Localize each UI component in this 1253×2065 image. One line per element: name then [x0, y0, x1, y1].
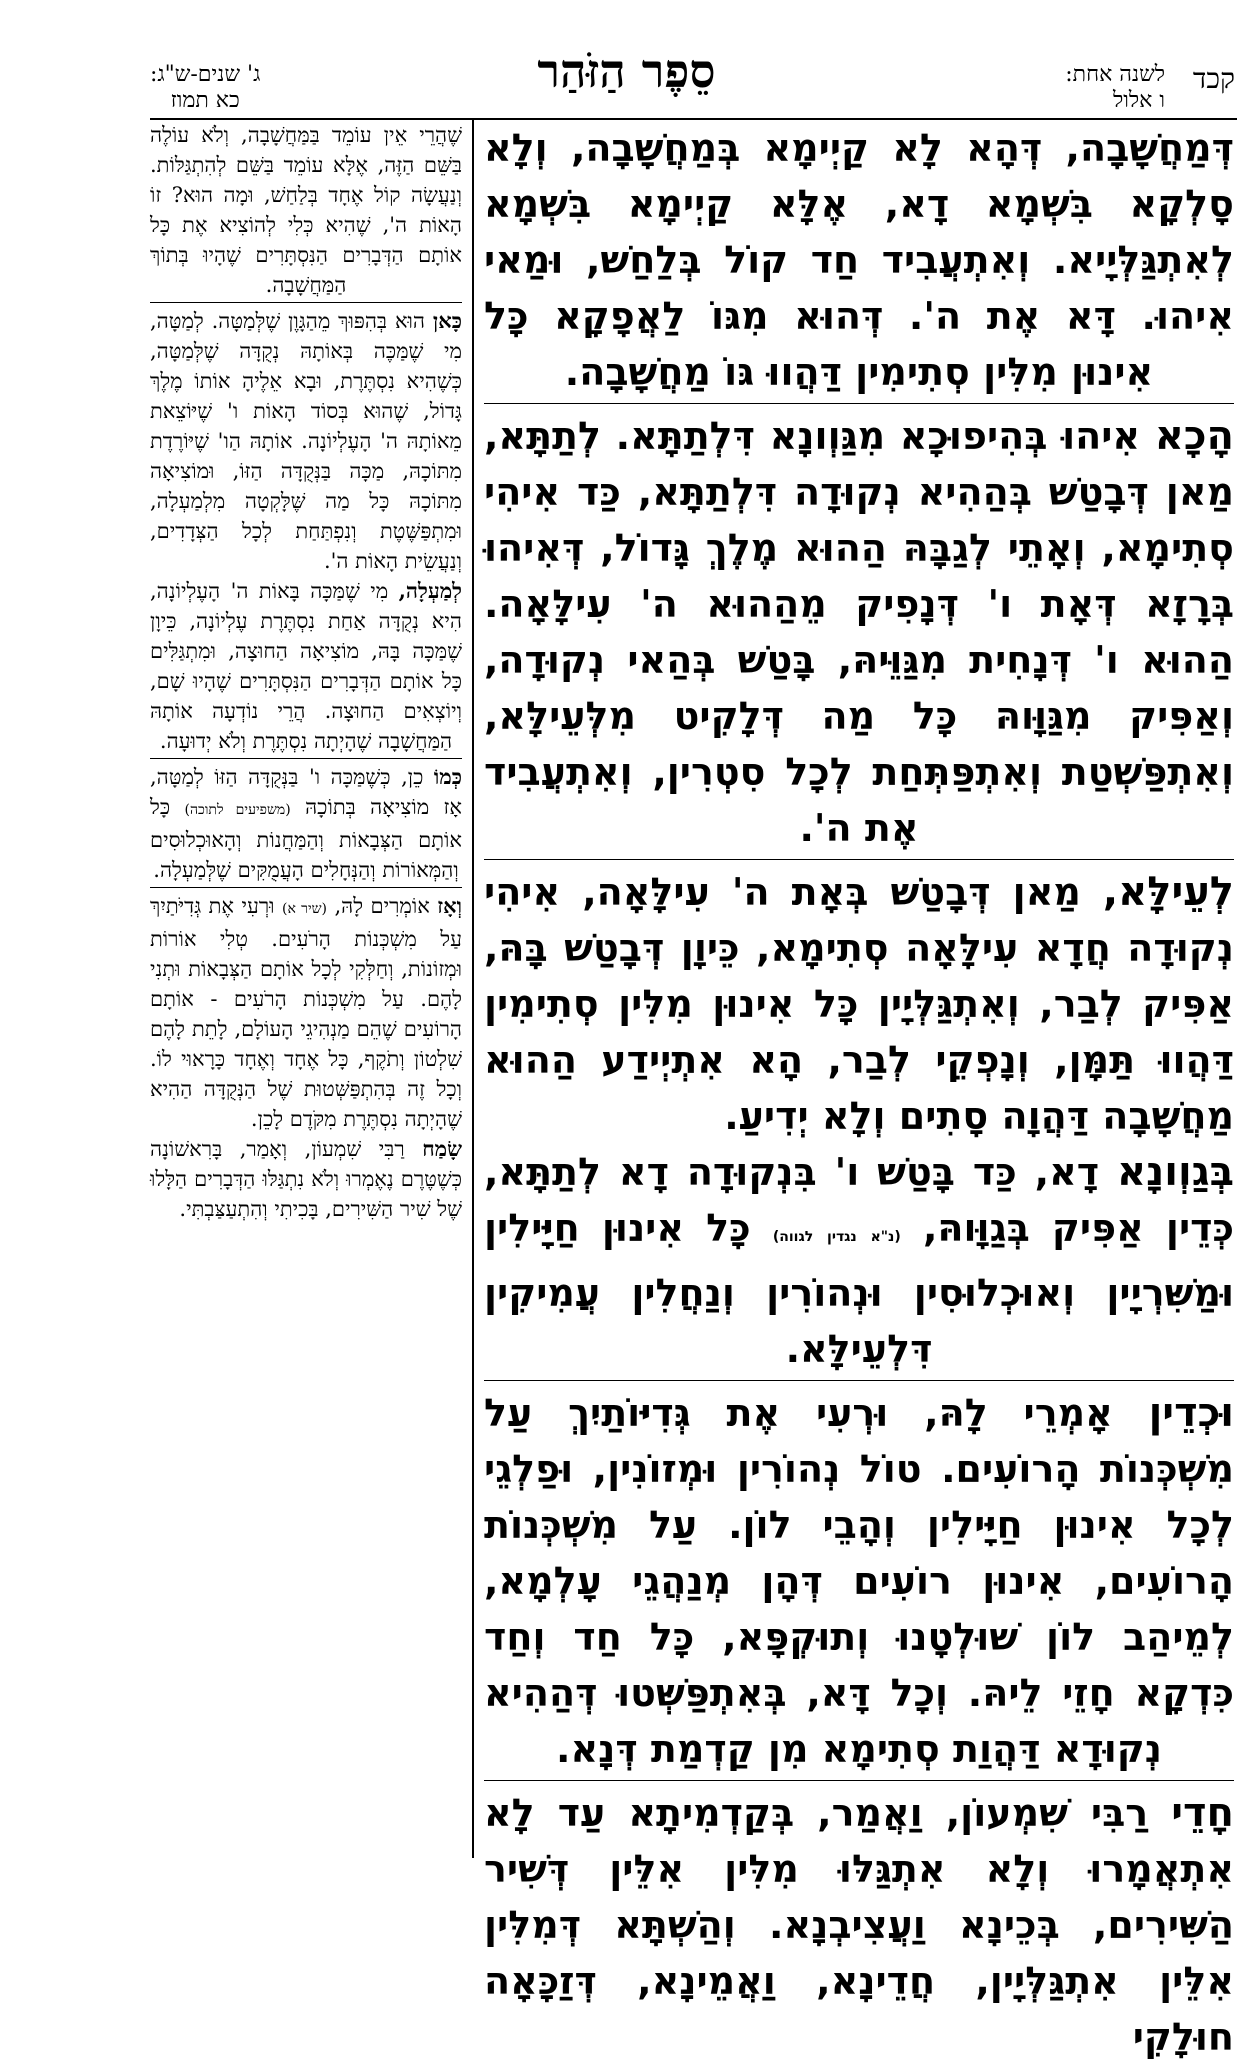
side-paragraph [150, 1134, 462, 1224]
header-reading-schedule-three-year [150, 62, 260, 114]
main-paragraph [484, 1144, 1234, 1377]
side-paragraph [150, 576, 462, 756]
side-paragraph [150, 306, 462, 576]
header-three-year-date: כא תמוז [170, 88, 240, 113]
paragraph-text: אָמְרֵי לָהּ, וּרְעִי אֶת גְּדִיּוֹתַיִךְ עַל מִשְׁכְּנוֹת הָרוֹעִים. טוֹל נְהוֹרִין וּמְזוֹנִין, וּפַלְגֵי לְכָל אִינוּן חַיָּילִין וְהָבֵי לוֹן. עַל מִשְׁכְּנוֹת הָרוֹעִים, אִינוּן רוֹעִים דְּהָן מְנַהֲגֵי עָלְמָא, לְמֵיהַב לוֹן שׁוּלְטָנוּ וְתוּקְפָּא, כָּל חַד וְחַד כִּדְקָא חָזֵי לֵיהּ. וְכָל דָּא, בְּאִתְפַּשְּׁטוּ דְּהַהִיא נְקוּדָא דַּהֲוַת סְתִימָא מִן קַדְמַת דְּנָא. [484, 1391, 1234, 1771]
main-paragraph [484, 120, 1234, 400]
side-paragraph [150, 891, 462, 1134]
paragraph-lead-word: כָּאן [432, 308, 462, 333]
paragraph-lead-word: שָׂמַח [422, 1136, 462, 1161]
paragraph-text: דְּמַחֲשָׁבָה, דְּהָא לָא קַיְימָא בְּמַחֲשָׁבָה, וְלָא סָלְקָא בִּשְׁמָא דָא, אֶלָּא קַיְימָא בִּשְׁמָא לְאִתְגַּלְּיָיא. וְאִתְעֲבִיד חַד קוֹל בְּלַחַשׁ, וּמַאי אִיהוּ. דָּא אֶת ה'. דְּהוּא מִגּוֹ לַאֲפָקָא כָּל אִינוּן מִלִּין סְתִימִין דַּהֲווּ גּוֹ מַחֲשָׁבָה. [484, 126, 1234, 394]
main-paragraph [484, 1385, 1234, 1777]
paragraph-divider [150, 887, 462, 888]
paragraph-lead-word: לְעֵילָּא, [1102, 869, 1234, 915]
paragraph-divider [484, 859, 1234, 860]
page-number: קכד [1192, 62, 1235, 95]
column-divider [472, 118, 474, 1858]
paragraph-text: הוּא בְּהִפּוּךְ מֵהַגָּוֶן שֶׁלְּמַטָּה. לְמַטָּה, מִי שֶׁמַּכֶּה בְּאוֹתָהּ נְקֻדָּה שֶׁלְּמַטָּה, כְּשֶׁהִיא נִסְתֶּרֶת, וּבָא אֵלֶיהָ אוֹתוֹ מֶלֶךְ גָּדוֹל, שֶׁהוּא בְּסוֹד הָאוֹת ו' שֶׁיּוֹצֵאת מֵאוֹתָהּ ה' הָעֶלְיוֹנָה. אוֹתָהּ הַו' שֶׁיּוֹרֶדֶת מִתּוֹכָהּ, מַכָּה בַּנְּקֻדָּה הַזּוֹ, וּמוֹצִיאָה מִתּוֹכָהּ כָּל מַה שֶּׁלָּקְטָה מִלְמַעְלָה, וּמִתְפַּשֶּׁטֶת וְנִפְתַּחַת לְכָל הַצְּדָדִים, וְנַעֲשֵׂית הָאוֹת ה'. [150, 309, 462, 573]
paragraph-divider [150, 302, 462, 303]
paragraph-text: שֶׁהֲרֵי אֵין עוֹמֵד בַּמַּחֲשָׁבָה, וְלֹא עוֹלֶה בַּשֵּׁם הַזֶּה, אֶלָּא עוֹמֵד בַּשֵּׁם לְהִתְגַּלּוֹת. וְנַעֲשָׂה קוֹל אֶחָד בְּלַחַשׁ, וּמָה הוּא? זוֹ הָאוֹת ה', שֶׁהִיא כְּלִי לְהוֹצִיא אֶת כָּל אוֹתָם הַדְּבָרִים הַנִּסְתָּרִים שֶׁהָיוּ בְּתוֹךְ הַמַּחֲשָׁבָה. [150, 123, 462, 297]
paragraph-lead-word: בְּגַוְונָא [1117, 1149, 1234, 1195]
paragraph-text: אִיהוּ בְּהִיפוּכָא מִגַּוְונָא דִּלְתַתָּא. לְתַתָּא, מַאן דְּבָטַשׁ בְּהַהִיא נְקוּדָה דִּלְתַתָּא, כַּד אִיהִי סְתִימָא, וְאָתֵי לְגַבָּהּ הַהוּא מֶלֶךְ גָּדוֹל, דְּאִיהוּ בְּרָזָא דְּאָת ו' דְּנָפִיק מֵהַהוּא ה' עִילָּאָה. הַהוּא ו' דְּנָחִית מִגַּוֵּיהּ, בָּטַשׁ בְּהַאי נְקוּדָה, וְאַפִּיק מִגַּוָּוהּ כָּל מַה דְּלָקִיט מִלְּעֵילָּא, וְאִתְפַּשְׁטַת וְאִתְפַּתְּחַת לְכָל סִטְרִין, וְאִתְעֲבִיד אֶת ה'. [484, 414, 1234, 850]
side-paragraph [150, 120, 462, 300]
paragraph-lead-word: חָדֵי [1171, 1790, 1234, 1836]
paragraph-text: דָא, כַּד בָּטַשׁ ו' בִּנְקוּדָה דָא לְתַתָּא, כְּדֵין אַפִּיק בְּגַוָּוהּ, [484, 1150, 1234, 1250]
main-paragraph [484, 1785, 1234, 2065]
paragraph-text: מַאן דְּבָטַשׁ בְּאָת ה' עִילָּאָה, אִיהִי נְקוּדָה חֲדָא עִילָּאָה סְתִימָא, כֵּיוָן דְּבָטַשׁ בָּהּ, אַפִּיק לְבַר, וְאִתְגַּלְּיָין כָּל אִינוּן מִלִּין סְתִימִין דַּהֲווּ תַּמָּן, וְנָפְקֵי לְבַר, הָא אִתְיְידַע הַהוּא מַחֲשָׁבָה דַּהֲוָה סָתִים וְלָא יְדִיעַ. [484, 870, 1234, 1138]
page-header [0, 0, 1253, 112]
paragraph-text: אוֹמְרִים לָהּ, [327, 894, 438, 918]
paragraph-lead-word: הָכָא [1154, 413, 1234, 459]
paragraph-text: כָּל אוֹתָם הַצְּבָאוֹת וְהַמַּחֲנוֹת וְהָאוּכְלוּסִים וְהַמְּאוֹרוֹת וְהַנְּחָלִים הָעֲמֻקִּים שֶׁלְּמַעְלָה. [150, 795, 462, 882]
paragraph-divider [484, 1380, 1234, 1381]
verse-source-note: (שיר א) [282, 901, 328, 917]
paragraph-divider [150, 758, 462, 759]
main-paragraph [484, 408, 1234, 856]
side-paragraph [150, 762, 462, 885]
paragraph-text: וּרְעִי אֶת גְּדִיֹּתַיִךְ עַל מִשְׁכְּנוֹת הָרֹעִים. טְלִי אוֹרוֹת וּמְזוֹנוֹת, וְחַלְּקִי לְכָל אוֹתָם הַצְּבָאוֹת וּתְנִי לָהֶם. עַל מִשְׁכְּנוֹת הָרֹעִים - אוֹתָם הָרוֹעִים שֶׁהֵם מַנְהִיגֵי הָעוֹלָם, לָתֵת לָהֶם שִׁלְטוֹן וְתֹקֶף, כָּל אֶחָד וְאֶחָד כָּרָאוּי לוֹ. וְכָל זֶה בְּהִתְפַּשְּׁטוּת שֶׁל הַנְּקֻדָּה הַהִיא שֶׁהָיְתָה נִסְתֶּרֶת מִקֹּדֶם לָכֵן. [150, 894, 462, 1131]
hebrew-translation-column [150, 120, 462, 1860]
paragraph-text: רַבִּי שִׁמְעוֹן, וַאֲמַר, בְּקַדְמִיתָא עַד לָא אִתְאֲמָרוּ וְלָא אִתְגַּלּוּ מִלִּין אִלֵּין דְּשִׁיר הַשִּׁירִים, בְּכֵינָא וַעֲצִיבְנָא. וְהַשְׁתָּא דְּמִלִּין אִלֵּין אִתְגַּלְּיָין, חֲדֵינָא, וַאֲמֵינָא, דְּזַכָּאָה חוּלָקִי [484, 1791, 1234, 2059]
variant-reading-note: (משפיעים לתוכה) [184, 802, 291, 818]
paragraph-text: כֵן, כְּשֶׁמַּכָּה ו' בַּנְּקֻדָּה הַזּוֹ לְמַטָּה, אָז מוֹצִיאָה בְּתוֹכָהּ [150, 765, 462, 819]
paragraph-text: כָּל אִינוּן חַיָּילִין וּמַשִּׁרְיָין וְאוּכְלוּסִין וּנְהוֹרִין וְנַחֲלִין עֲמִיקִין דִּלְעֵילָּא. [484, 1206, 1234, 1371]
paragraph-divider [484, 1780, 1234, 1781]
header-one-year-label: לשנה אחת: [1065, 62, 1165, 87]
paragraph-text: מִי שֶׁמַּכָּה בָּאוֹת ה' הָעֶלְיוֹנָה, הִיא נְקֻדָּה אַחַת נִסְתֶּרֶת עֶלְיוֹנָה, כֵּיוָן שֶׁמַּכָּה בָּהּ, מוֹצִיאָה הַחוּצָה, וּמִתְגַּלִּים כָּל אוֹתָם הַדְּבָרִים הַנִּסְתָּרִים שֶׁהָיוּ שָׁם, וְיוֹצְאִים הַחוּצָה. הֲרֵי נוֹדְעָה אוֹתָהּ הַמַּחֲשָׁבָה שֶׁהָיְתָה נִסְתֶּרֶת וְלֹא יְדוּעָה. [150, 579, 462, 753]
paragraph-lead-word: לְמַעְלָה, [398, 578, 462, 603]
paragraph-text: רַבִּי שִׁמְעוֹן, וְאָמַר, בָּרִאשׁוֹנָה כְּשֶׁטֶּרֶם נֶאֶמְרוּ וְלֹא נִתְגַּלּוּ הַדְּבָרִים הַלָּלוּ שֶׁל שִׁיר הַשִּׁירִים, בָּכִיתִי וְהִתְעַצַּבְתִּי. [150, 1137, 462, 1221]
aramaic-text-column [484, 120, 1234, 2059]
paragraph-lead-word: וּכְדֵין [1148, 1390, 1234, 1436]
book-title: סֵפֶר הַזֹּהַר [537, 44, 716, 98]
header-three-year-label: ג' שנים-ש"ג: [150, 62, 261, 87]
variant-reading-note: (נ"א נגדין לגווה) [772, 1229, 901, 1245]
paragraph-lead-word: וְאָז [437, 893, 462, 918]
main-paragraph [484, 864, 1234, 1144]
paragraph-lead-word: כְּמוֹ [433, 764, 462, 789]
paragraph-divider [484, 403, 1234, 404]
header-one-year-date: ו אלול [1112, 88, 1165, 113]
